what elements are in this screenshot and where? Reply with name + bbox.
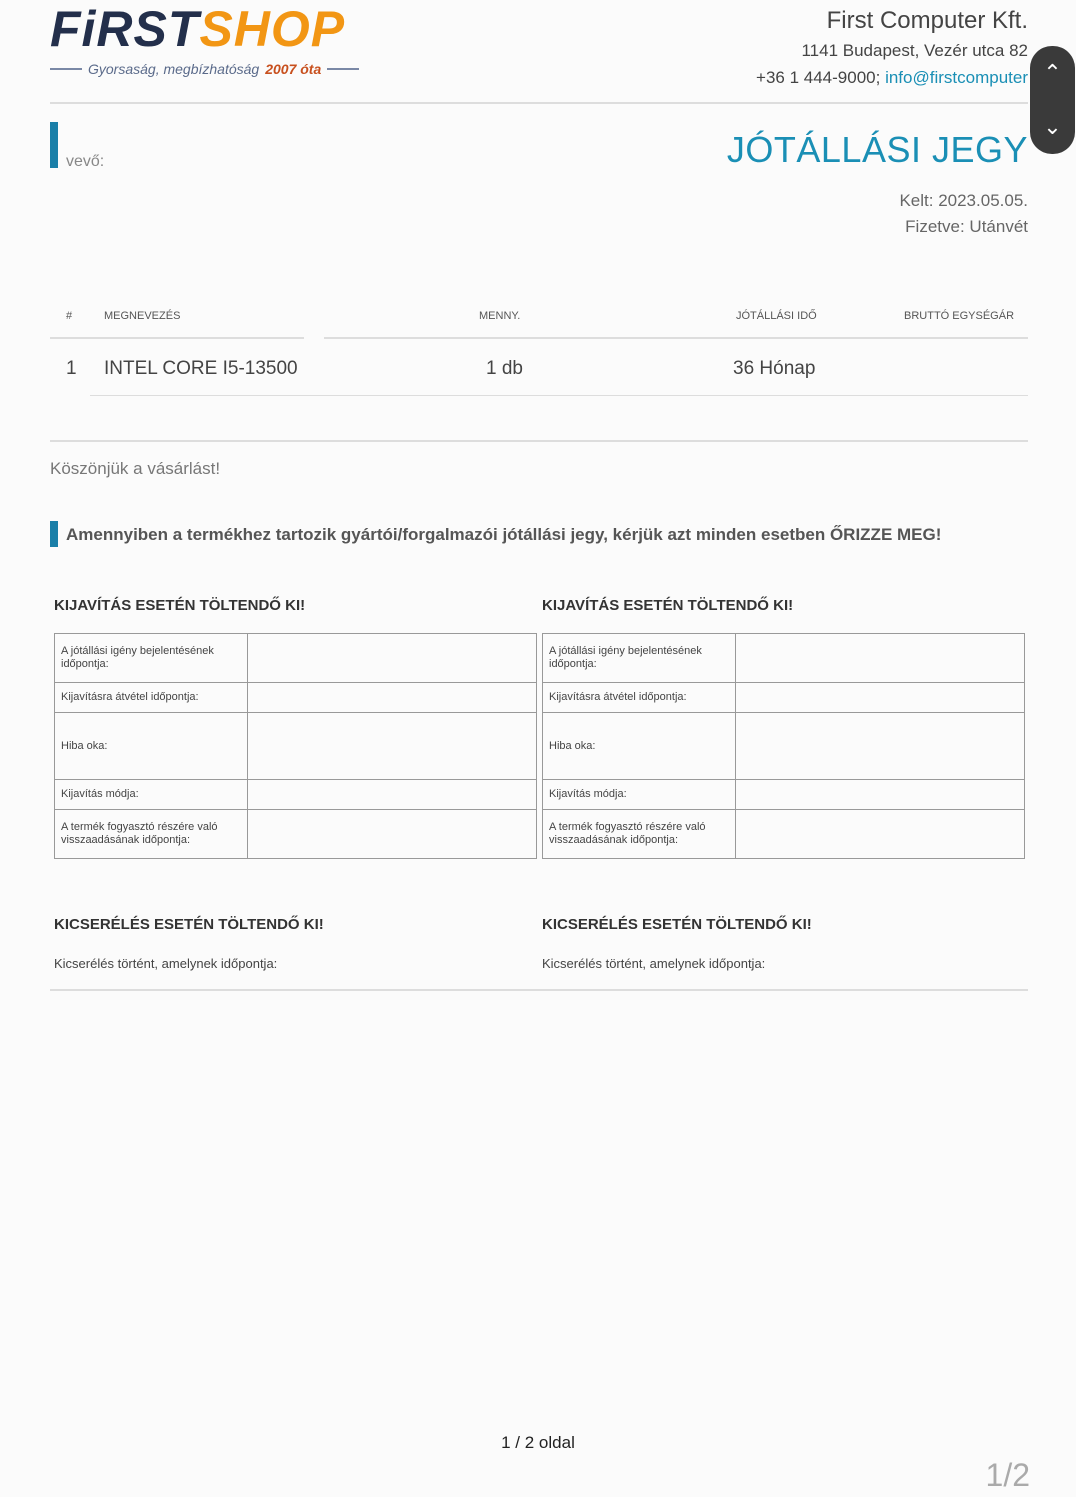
company-name: First Computer Kft.: [826, 7, 1028, 34]
page-indicator: 1/2: [985, 1457, 1030, 1493]
buyer-label: vevő:: [66, 153, 105, 170]
form-field[interactable]: [248, 713, 537, 780]
repair-form-right: [542, 633, 1025, 859]
form-field[interactable]: [248, 780, 537, 810]
company-contact: [756, 67, 1028, 89]
form-label: A jótállási igény bejelentésének időpontja:: [55, 634, 248, 683]
divider: [50, 440, 1028, 442]
chevron-up-icon[interactable]: ⌃: [1043, 60, 1062, 85]
accent-bar: [50, 521, 58, 547]
form-label: A jótállási igény bejelentésének időpontja:: [543, 634, 736, 683]
form-field[interactable]: [248, 634, 537, 683]
tagline-year: 2007 óta: [265, 61, 322, 77]
col-number: #: [66, 310, 73, 322]
form-label: Kijavításra átvétel időpontja:: [543, 683, 736, 713]
payment-method: Fizetve: Utánvét: [905, 217, 1028, 236]
repair-title-right: KIJAVÍTÁS ESETÉN TÖLTENDŐ KI!: [542, 597, 794, 614]
exchange-title-right: KICSERÉLÉS ESETÉN TÖLTENDŐ KI!: [542, 916, 812, 933]
form-label: A termék fogyasztó részére való visszaadásának időpontja:: [55, 810, 248, 859]
page-footer: 1 / 2 oldal: [501, 1433, 575, 1452]
form-label: Hiba oka:: [543, 713, 736, 780]
tagline-text: Gyorsaság, megbízhatóság: [88, 61, 260, 77]
repair-title-left: KIJAVÍTÁS ESETÉN TÖLTENDŐ KI!: [54, 597, 306, 614]
form-field[interactable]: [248, 810, 537, 859]
issue-date: Kelt: 2023.05.05.: [899, 191, 1028, 210]
form-field[interactable]: [736, 683, 1025, 713]
col-name: MEGNEVEZÉS: [104, 310, 181, 322]
divider: [50, 102, 1028, 104]
form-label: Kijavításra átvétel időpontja:: [55, 683, 248, 713]
thanks-note: Köszönjük a vásárlást!: [50, 459, 221, 478]
col-warranty: JÓTÁLLÁSI IDŐ: [736, 310, 817, 322]
header-rule: [324, 337, 1028, 339]
header-rule: [50, 337, 304, 339]
form-field[interactable]: [736, 634, 1025, 683]
accent-bar: [50, 122, 58, 168]
form-label: Hiba oka:: [55, 713, 248, 780]
document-title: JÓTÁLLÁSI JEGY: [726, 129, 1028, 170]
row-rule: [90, 395, 1028, 396]
exchange-title-left: KICSERÉLÉS ESETÉN TÖLTENDŐ KI!: [54, 916, 324, 933]
chevron-down-icon[interactable]: ⌄: [1043, 114, 1062, 139]
firstshop-logo: [50, 2, 345, 56]
form-label: Kijavítás módja:: [543, 780, 736, 810]
divider: [50, 989, 1028, 991]
row-qty: 1 db: [486, 358, 523, 379]
company-address: 1141 Budapest, Vezér utca 82: [801, 41, 1028, 60]
col-qty: MENNY.: [479, 310, 521, 322]
exchange-text-right: Kicserélés történt, amelynek időpontja:: [542, 956, 766, 971]
phone: +36 1 444-9000;: [756, 68, 881, 87]
form-field[interactable]: [736, 810, 1025, 859]
row-product: INTEL CORE I5-13500: [104, 358, 298, 379]
logo-tagline: [50, 60, 359, 78]
form-field[interactable]: [736, 780, 1025, 810]
form-label: A termék fogyasztó részére való visszaadásának időpontja:: [543, 810, 736, 859]
repair-form-left: [54, 633, 537, 859]
row-warranty: 36 Hónap: [733, 358, 816, 379]
form-field[interactable]: [736, 713, 1025, 780]
page-nav: [1030, 46, 1075, 154]
col-price: BRUTTÓ EGYSÉGÁR: [904, 310, 1015, 322]
logo-shop: SHOP: [199, 1, 346, 57]
warning-note: Amennyiben a termékhez tartozik gyártói/forgalmazói jótállási jegy, kérjük azt minden esetben ŐRIZZE MEG!: [66, 525, 942, 544]
exchange-text-left: Kicserélés történt, amelynek időpontja:: [54, 956, 278, 971]
logo-first: FiRST: [50, 1, 200, 57]
form-label: Kijavítás módja:: [55, 780, 248, 810]
email-link[interactable]: info@firstcomputer: [885, 68, 1028, 87]
form-field[interactable]: [248, 683, 537, 713]
row-number: 1: [66, 358, 77, 379]
